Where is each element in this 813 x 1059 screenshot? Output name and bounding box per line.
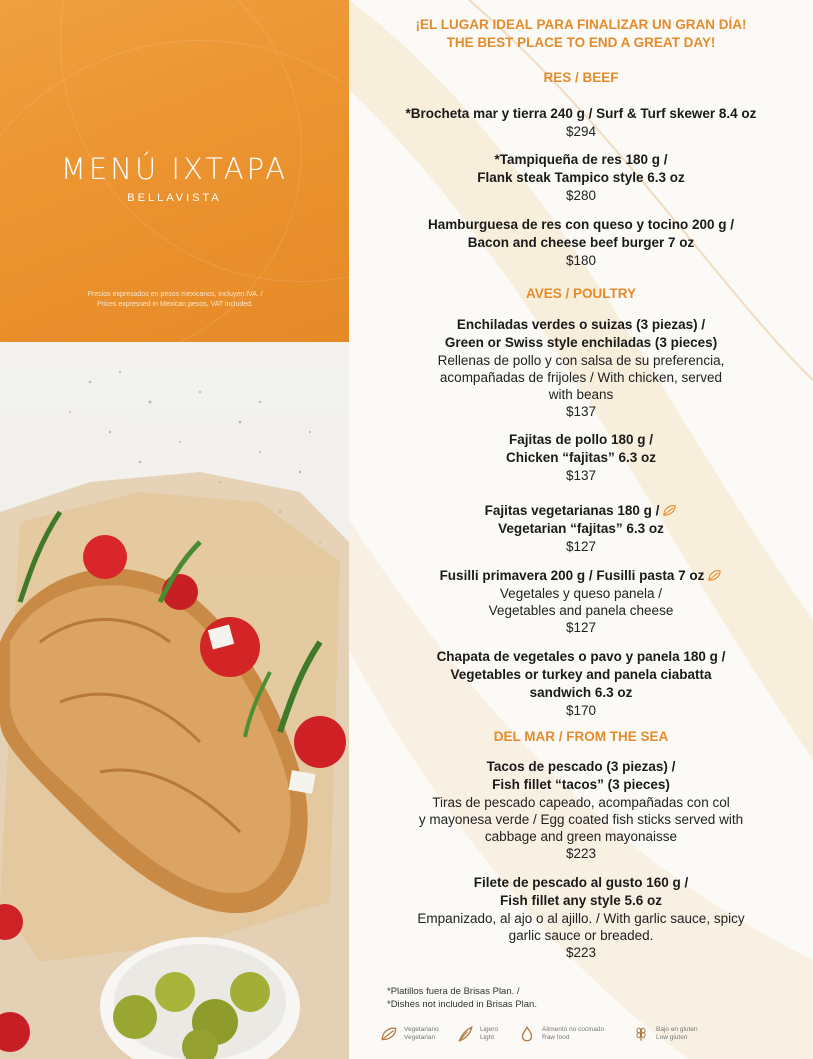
item-description: Rellenas de pollo y con salsa de su preferencia, bbox=[437, 353, 725, 368]
item-name: Green or Swiss style enchiladas (3 pieces) bbox=[444, 335, 718, 350]
menu-item bbox=[369, 567, 793, 637]
item-name: Chapata de vegetales o pavo y panela 180 g / bbox=[436, 649, 726, 664]
item-price: $170 bbox=[565, 703, 597, 718]
item-name: Flank steak Tampico style 6.3 oz bbox=[477, 170, 685, 185]
item-name: Fajitas vegetarianas 180 g / bbox=[484, 503, 660, 518]
restaurant-name: BELLAVISTA bbox=[127, 192, 222, 204]
menu-item bbox=[369, 105, 793, 141]
item-price: $223 bbox=[565, 945, 597, 960]
section-title-sea: DEL MAR / FROM THE SEA bbox=[493, 729, 669, 744]
footnote: *Platillos fuera de Brisas Plan. / *Dishes not included in Brisas Plan. bbox=[387, 986, 537, 1010]
left-panel bbox=[0, 0, 349, 1059]
item-name: sandwich 6.3 oz bbox=[529, 685, 633, 700]
item-description: with beans bbox=[548, 387, 614, 402]
item-name: Vegetarian “fajitas” 6.3 oz bbox=[498, 521, 664, 536]
sandwich-photo bbox=[0, 342, 349, 1059]
item-description: Empanizado, al ajo o al ajillo. / With garlic sauce, spicy bbox=[417, 911, 745, 926]
raw-food-flame-icon bbox=[518, 1026, 536, 1042]
item-price: $180 bbox=[565, 253, 597, 268]
item-price: $137 bbox=[565, 404, 597, 419]
item-description: Tiras de pescado capeado, acompañadas con col bbox=[432, 795, 730, 810]
item-name: Tacos de pescado (3 piezas) / bbox=[486, 759, 676, 774]
item-name: Fish fillet any style 5.6 oz bbox=[499, 893, 663, 908]
tagline: ¡EL LUGAR IDEAL PARA FINALIZAR UN GRAN DÍA! THE BEST PLACE TO END A GREAT DAY! bbox=[415, 17, 747, 50]
menu-item bbox=[369, 758, 793, 863]
menu-item bbox=[369, 316, 793, 421]
menu-item bbox=[369, 151, 793, 205]
light-feather-icon bbox=[456, 1026, 474, 1042]
title-panel bbox=[0, 0, 349, 342]
menu-item bbox=[369, 874, 793, 962]
menu-item bbox=[369, 502, 793, 556]
item-name: Vegetables or turkey and panela ciabatta bbox=[450, 667, 712, 682]
item-name: *Tampiqueña de res 180 g / bbox=[494, 152, 668, 167]
item-description: acompañadas de frijoles / With chicken, served bbox=[439, 370, 723, 385]
item-name: Fish fillet “tacos” (3 pieces) bbox=[492, 777, 670, 792]
menu-item bbox=[369, 216, 793, 270]
item-price: $223 bbox=[565, 846, 597, 861]
item-name: Filete de pescado al gusto 160 g / bbox=[473, 875, 689, 890]
item-description: garlic sauce or breaded. bbox=[508, 928, 654, 943]
item-name: Chicken “fajitas” 6.3 oz bbox=[505, 450, 657, 465]
item-name: Hamburguesa de res con queso y tocino 200 g / bbox=[427, 217, 735, 232]
item-name: Enchiladas verdes o suizas (3 piezas) / bbox=[456, 317, 706, 332]
item-price: $294 bbox=[565, 124, 597, 139]
item-price: $127 bbox=[565, 539, 597, 554]
item-description: Vegetables and panela cheese bbox=[488, 603, 674, 618]
menu-item bbox=[369, 648, 793, 720]
menu-title: MENÚ IXTAPA bbox=[60, 152, 289, 186]
item-name: Bacon and cheese beef burger 7 oz bbox=[467, 235, 695, 250]
menu-item bbox=[369, 431, 793, 485]
item-name: *Brocheta mar y tierra 240 g / Surf & Turf skewer 8.4 oz bbox=[405, 106, 757, 121]
item-price: $127 bbox=[565, 620, 597, 635]
vegetarian-leaf-icon bbox=[380, 1026, 398, 1042]
prices-note: Precios expresados en pesos mexicanos, incluyen IVA. / Prices expressed in Mexican pesos, VAT included. bbox=[87, 291, 263, 308]
dietary-legend: Vegetariano Vegetarian Ligero Light Alimento no cocinado Raw food Bajo en gluten Low gluten bbox=[380, 1024, 800, 1048]
vegetarian-leaf-icon bbox=[707, 569, 722, 582]
item-price: $280 bbox=[565, 188, 597, 203]
vegetarian-leaf-icon bbox=[662, 504, 677, 517]
section-title-poultry: AVES / POULTRY bbox=[525, 286, 636, 301]
item-price: $137 bbox=[565, 468, 597, 483]
item-description: y mayonesa verde / Egg coated fish sticks served with bbox=[418, 812, 744, 827]
item-description: Vegetales y queso panela / bbox=[499, 586, 663, 601]
item-name: Fusilli primavera 200 g / Fusilli pasta 7 oz bbox=[439, 568, 705, 583]
item-name: Fajitas de pollo 180 g / bbox=[508, 432, 654, 447]
item-description: cabbage and green mayonaisse bbox=[484, 829, 678, 844]
section-title-beef: RES / BEEF bbox=[543, 70, 619, 85]
sandwich-illustration bbox=[0, 342, 349, 1059]
low-gluten-wheat-icon bbox=[632, 1026, 650, 1042]
